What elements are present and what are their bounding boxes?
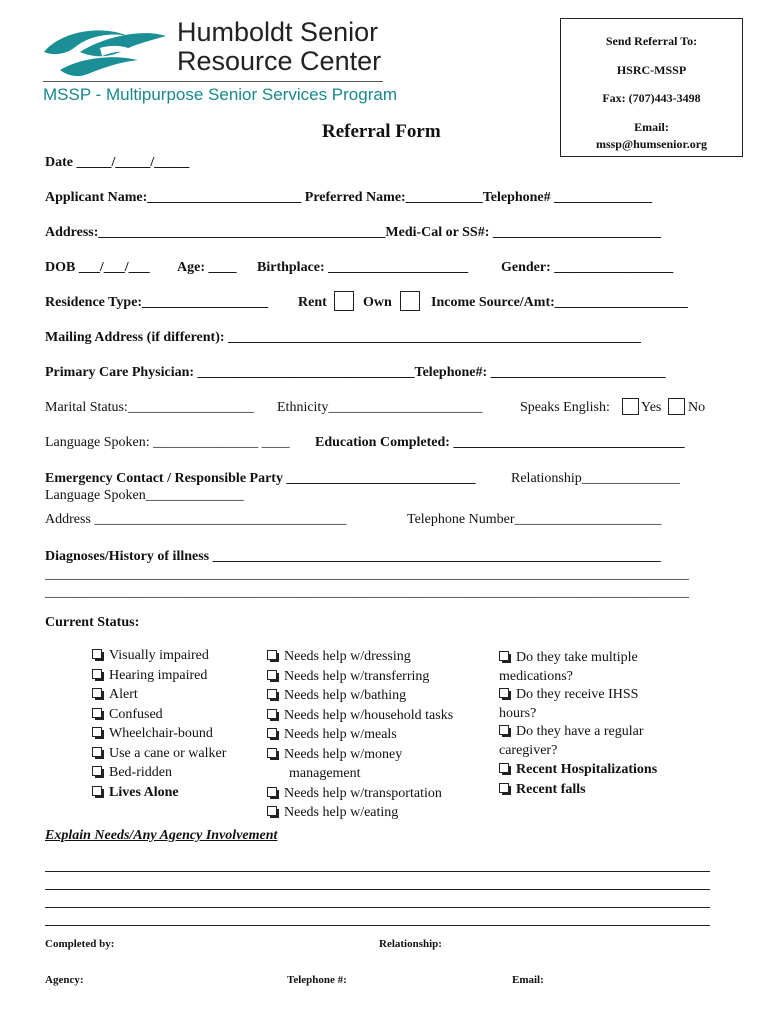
- checkbox-icon[interactable]: [499, 651, 509, 661]
- status-item[interactable]: Needs help w/meals: [267, 725, 453, 745]
- checkbox-icon[interactable]: [499, 763, 509, 773]
- status-item[interactable]: Lives Alone: [92, 783, 226, 803]
- checkbox-icon[interactable]: [499, 688, 509, 698]
- emergency-telephone-field[interactable]: Telephone Number_____________________: [407, 512, 662, 527]
- status-item[interactable]: Do they receive IHSS: [499, 686, 657, 705]
- status-item[interactable]: Needs help w/eating: [267, 803, 453, 823]
- checkbox-icon[interactable]: [267, 728, 277, 738]
- status-item[interactable]: Visually impaired: [92, 646, 226, 666]
- checkbox-icon[interactable]: [267, 787, 277, 797]
- residence-type-field[interactable]: Residence Type:__________________: [45, 295, 269, 310]
- birthplace-field[interactable]: Birthplace: ____________________: [257, 260, 469, 275]
- checkbox-icon[interactable]: [267, 806, 277, 816]
- checkbox-icon[interactable]: [92, 727, 102, 737]
- date-field[interactable]: Date _____/_____/_____: [45, 155, 190, 170]
- status-item[interactable]: Hearing impaired: [92, 666, 226, 686]
- emergency-language-field[interactable]: Language Spoken______________: [45, 488, 244, 503]
- status-item[interactable]: Needs help w/money: [267, 745, 453, 765]
- status-column-2: [267, 647, 453, 823]
- status-item[interactable]: Recent falls: [499, 781, 657, 800]
- status-item[interactable]: Confused: [92, 705, 226, 725]
- checkbox-icon[interactable]: [92, 708, 102, 718]
- checkbox-icon[interactable]: [499, 783, 509, 793]
- explain-line-1[interactable]: [45, 871, 710, 872]
- own-checkbox[interactable]: [400, 291, 420, 311]
- form-title: Referral Form: [322, 121, 441, 142]
- speaks-english-yes-checkbox[interactable]: [622, 398, 639, 415]
- status-item-continued: medications?: [499, 668, 573, 684]
- status-item[interactable]: Wheelchair-bound: [92, 724, 226, 744]
- checkbox-icon[interactable]: [92, 669, 102, 679]
- checkbox-icon[interactable]: [499, 725, 509, 735]
- education-field[interactable]: Education Completed: _________________________________: [315, 435, 685, 450]
- checkbox-icon[interactable]: [92, 688, 102, 698]
- own-label: Own: [363, 295, 392, 310]
- diagnoses-line-2[interactable]: ____________________________________________________________________________________________: [45, 567, 689, 582]
- yes-label: Yes: [641, 400, 662, 415]
- speaks-english-label: Speaks English:: [520, 400, 610, 415]
- gender-field[interactable]: Gender: _________________: [501, 260, 674, 275]
- logo-line2: Resource Center: [177, 46, 382, 76]
- explain-line-4[interactable]: [45, 925, 710, 926]
- status-column-3: [499, 649, 657, 800]
- send-referral-org: HSRC-MSSP: [616, 63, 687, 77]
- checkbox-icon[interactable]: [267, 748, 277, 758]
- checkbox-icon[interactable]: [92, 649, 102, 659]
- status-item[interactable]: Do they have a regular: [499, 723, 657, 742]
- checkbox-icon[interactable]: [267, 650, 277, 660]
- physician-row[interactable]: Primary Care Physician: _______________________________Telephone#: _________________________: [45, 365, 666, 380]
- income-source-field[interactable]: Income Source/Amt:___________________: [431, 295, 688, 310]
- status-item[interactable]: Needs help w/bathing: [267, 686, 453, 706]
- address-row[interactable]: Address:_________________________________________Medi-Cal or SS#: ________________________: [45, 225, 661, 240]
- no-label: No: [688, 400, 706, 415]
- status-item[interactable]: Needs help w/transportation: [267, 784, 453, 804]
- status-item[interactable]: Bed-ridden: [92, 763, 226, 783]
- checkbox-icon[interactable]: [92, 747, 102, 757]
- mailing-address-field[interactable]: Mailing Address (if different): ___________________________________________________________: [45, 330, 642, 345]
- send-referral-box: [560, 18, 743, 157]
- status-item[interactable]: Needs help w/household tasks: [267, 706, 453, 726]
- send-referral-email: mssp@humsenior.org: [595, 137, 708, 151]
- status-column-1: [92, 646, 226, 802]
- send-referral-fax: Fax: (707)443-3498: [602, 91, 701, 105]
- explain-needs-heading: Explain Needs/Any Agency Involvement: [45, 828, 278, 843]
- ethnicity-field[interactable]: Ethnicity______________________: [277, 400, 483, 415]
- dob-field[interactable]: DOB ___/___/___: [45, 260, 150, 275]
- status-item[interactable]: Use a cane or walker: [92, 744, 226, 764]
- status-item-continued: hours?: [499, 705, 537, 721]
- program-name: MSSP - Multipurpose Senior Services Program: [43, 85, 397, 104]
- relationship-field[interactable]: Relationship______________: [511, 471, 680, 486]
- rent-label: Rent: [298, 295, 327, 310]
- speaks-english-no-checkbox[interactable]: [668, 398, 685, 415]
- marital-status-field[interactable]: Marital Status:__________________: [45, 400, 254, 415]
- status-item-continued: management: [289, 766, 361, 781]
- status-item[interactable]: Needs help w/dressing: [267, 647, 453, 667]
- emergency-contact-field[interactable]: Emergency Contact / Responsible Party ___________________________: [45, 471, 476, 486]
- status-item[interactable]: Needs help w/transferring: [267, 667, 453, 687]
- completed-by-label: Completed by:: [45, 938, 115, 950]
- status-item[interactable]: Alert: [92, 685, 226, 705]
- diagnoses-field[interactable]: Diagnoses/History of illness ________________________________________________________________: [45, 549, 661, 564]
- send-referral-email-label: Email:: [634, 120, 669, 134]
- hsrc-logo-icon: [40, 14, 170, 84]
- checkbox-icon[interactable]: [267, 709, 277, 719]
- logo-rule: [43, 81, 383, 82]
- language-spoken-field[interactable]: Language Spoken: _______________ ____: [45, 435, 290, 450]
- rent-checkbox[interactable]: [334, 291, 354, 311]
- logo-line1: Humboldt Senior: [177, 17, 379, 47]
- footer-relationship-label: Relationship:: [379, 938, 442, 950]
- explain-line-3[interactable]: [45, 907, 710, 908]
- checkbox-icon[interactable]: [267, 670, 277, 680]
- footer-email-label: Email:: [512, 974, 544, 986]
- checkbox-icon[interactable]: [92, 766, 102, 776]
- checkbox-icon[interactable]: [92, 786, 102, 796]
- age-field[interactable]: Age: ____: [177, 260, 237, 275]
- applicant-name-row[interactable]: Applicant Name:______________________ Preferred Name:___________Telephone# ______________: [45, 190, 653, 205]
- status-item-continued: caregiver?: [499, 742, 558, 758]
- emergency-address-field[interactable]: Address ____________________________________: [45, 512, 347, 527]
- explain-line-2[interactable]: [45, 889, 710, 890]
- footer-telephone-label: Telephone #:: [287, 974, 347, 986]
- checkbox-icon[interactable]: [267, 689, 277, 699]
- send-referral-title: Send Referral To:: [605, 34, 698, 48]
- diagnoses-line-3[interactable]: ____________________________________________________________________________________________: [45, 585, 689, 600]
- agency-label: Agency:: [45, 974, 84, 986]
- status-item[interactable]: Recent Hospitalizations: [499, 761, 657, 780]
- status-item[interactable]: Do they take multiple: [499, 649, 657, 668]
- current-status-title: Current Status:: [45, 615, 140, 630]
